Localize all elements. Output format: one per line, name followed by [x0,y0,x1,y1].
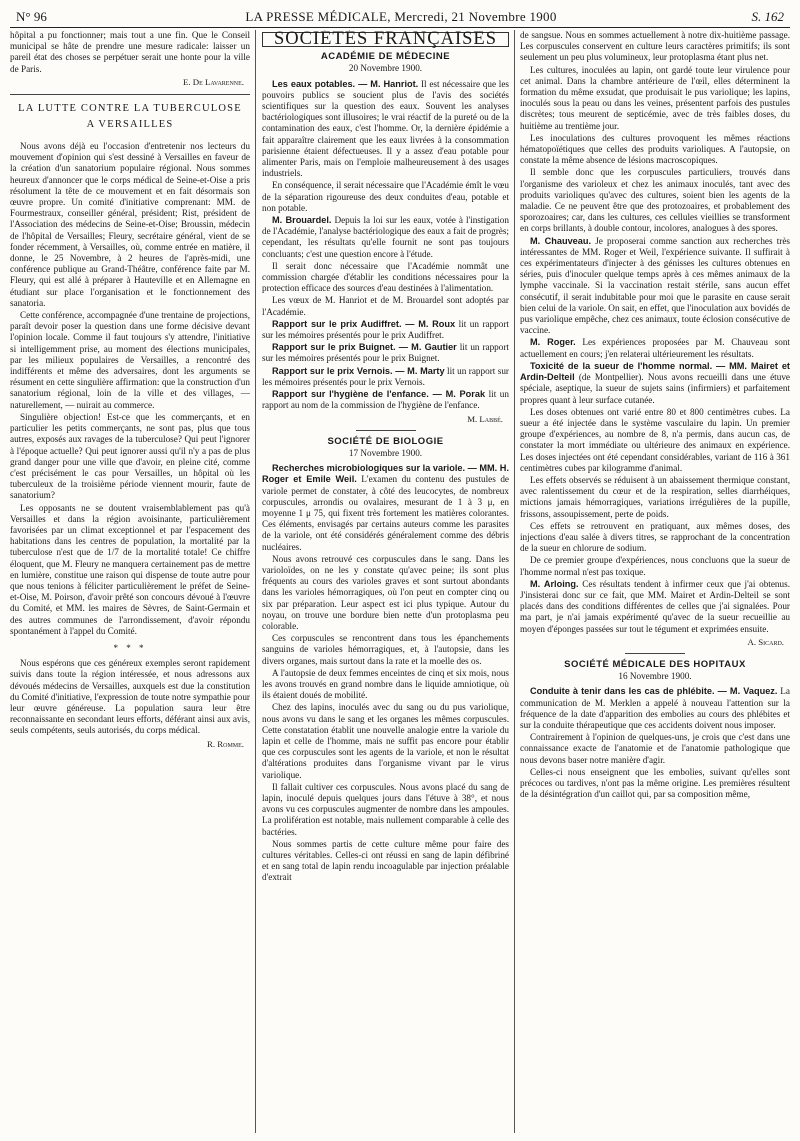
section-rule [356,430,416,431]
paragraph: Singulière objection! Est-ce que les commerçants, et en particulier les petits commerçants, ne sont pas, plus que tous autres, exposés aux ravages de la tuberculose? Qui peut l'ignorer à l'époque actuelle? Qui peut ignorer aussi qu'il n'y a pas de plus grand danger pour une ville que d'avoir, en pleine cité, comme c'est précisément le cas pour Versailles, un hôpital où les tuberculeux de la troisième période viennent mourir, faute de sanatorium? [10,411,250,501]
paragraph [262,79,509,180]
paragraph-text: Ces corpuscules se rencontrent dans tous les épanchements sanguins de varioles hémorragiques, et, à l'autopsie, dans les divers organes, mais surtout dans la rate et la moelle des os. [262,633,509,666]
page-number: S. 162 [751,9,784,24]
paragraph-lead: M. Chauveau. [530,235,592,246]
paragraph-text: Je proposerai comme sanction aux recherches très intéressantes de MM. Roger et Weil, l'expérience suivante. Il suffirait à ces expérimentateurs d'injecter à des génisses les cultures obtenues en séries, puis d'inoculer quelque temps après à ces mêmes animaux de la lymphe vaccinale. Si la vaccination restait stérile, sans aucun effet consécutif, il serait indubitable pour moi que le parasite en cause serait bien celui de la variole. On sait, en effet, que l'inoculation aux bovidés de pus variolique empêche, chez ces animaux, toute éclosion consécutive de vaccine. [520,235,790,336]
paragraph-lead: Les eaux potables. — M. Hanriot. [272,78,419,89]
paragraph [520,475,790,520]
column-middle [262,30,509,1135]
paragraph-lead: Recherches microbiologiques sur la variole. — MM. H. Roger et Emile Weil. [262,463,509,485]
paragraph-text: L'examen du contenu des pustules de variole permet de constater, à côté des leucocytes, de nombreux corpuscules, arrondis ou ovalaires, mesurant de 1 à 3 μ, en moyenne 1 μ 75, qui fixent très fortement les matières colorantes. Ces éléments, envisagés par certains auteurs comme les parasites de la variole, ont été considérés généralement comme des débris nucléaires. [262,474,509,552]
session-date: 20 Novembre 1900. [348,63,423,74]
paragraph [262,463,509,553]
paragraph-lead: M. Brouardel. [272,215,332,226]
paragraph-text: lit un rapport sur les mémoires présentés pour le prix Buignet. [262,342,509,364]
paragraph [262,261,509,295]
paragraph-text: lit un rapport sur les mémoires présentés pour le prix Vernois. [262,365,509,387]
column-right [520,30,790,1135]
paragraph-lead: Rapport sur le prix Audiffret. — M. Roux [272,318,456,329]
session-date: 17 Novembre 1900. [348,447,423,458]
paragraph [262,839,509,884]
paragraph-lead: Rapport sur le prix Vernois. — M. Marty [272,365,445,376]
paragraph [520,337,790,359]
paragraph [520,686,790,731]
paragraph [520,236,790,337]
paragraph [262,554,509,632]
paragraph-text: De ce premier groupe d'expériences, nous concluons que la sueur de l'homme normal n'est pas toxique. [520,555,790,577]
paragraph: Nous espérons que ces généreux exemples seront rapidement suivis dans toute la région intéressée, et nous adressons aux dévoués médecins de Versailles, auxquels est due la constitution du Comité d'initiative, l'expression de toute notre sympathie pour leur œuvre généreuse. La population saura leur être reconnaissante en secondant leurs efforts, déférant ainsi aux avis, seuls compétents, seuls autorisés, du corps médical. [10,658,250,736]
asterism: * * * [113,642,147,653]
paragraph [520,30,790,64]
signature: E. De Lavarenne. [182,76,244,87]
paragraph: Cette conférence, accompagnée d'une trentaine de projections, paraît devoir poser la question dans une forme décisive devant l'opinion locale. Comme il faut toujours s'y attendre, l'initiative si intelligemment prise, au moment des élections municipales, par les milieux populaires de Versailles, a rencontré des indifférents et même des adversaires, dont les arguments se résument en cette singulière affirmation: que la construction d'un sanatorium régional, loin de la ville et des villages, — naturellement, — nuirait au commerce. [10,310,250,410]
paragraph-lead: Conduite à tenir dans les cas de phlébite. — M. Vaquez. [530,686,778,697]
section-rule [625,653,685,654]
session-report [520,686,790,800]
article-title-line: A VERSAILLES [86,119,174,131]
paragraph [262,342,509,364]
paragraph-text: Il est nécessaire que les pouvoirs publics se soucient plus de l'avis des sociétés scientifiques sur la question des eaux. Souvent les analyses bactériologiques sont illusoires; le vrai réactif de la pureté ou de la contamination des eaux, c'est l'homme. Or, la dernière épidémie a fait apparaître clairement que les eaux livrées à la consommation parisienne étaient défectueuses. Il y a assez d'eau potable pour alimenter Paris, mais on l'emploie malheureusement à des usages industriels. [262,78,509,179]
paragraph [520,407,790,474]
paragraph-text: Il fallait cultiver ces corpuscules. Nous avons placé du sang de lapin, inoculé depuis quelques jours dans l'étuve à 38°, et nous avons vu ces corpuscules augmenter de nombre dans les ampoules. La prolifération est notable, mais nullement comparable à celle des bactéries. [262,781,509,837]
paragraph-text: Ces résultats tendent à infirmer ceux que j'ai obtenus. J'insisterai donc sur ce fait, que MM. Mairet et Ardin-Delteil se sont placés dans des conditions différentes de celles que j'ai signalées. Pour ma part, je n'ai jamais expérimenté qu'avec de la sueur recueillie au moyen d'éponges passées sur tout le tégument et exprimées ensuite. [520,578,790,634]
paragraph: Les opposants ne se doutent vraisemblablement pas qu'à Versailles et dans la région avoisinante, particulièrement favorisées par un climat exceptionnel et par l'espacement des habitations dans les centres de population, la mortalité par la tuberculose n'est que de 1/7 de la mortalité totale! Ce chiffre éloquent, que M. Fleury ne manquera certainement pas de mettre en lumière, constitue une raison qui dispense de toute autre pour que nous tenions à féliciter particulièrement le préfet de Seine-et-Oise, M. Poirson, d'avoir prêté son concours dévoué à l'œuvre du Comité, et MM. les maires de Sèvres, de Saint-Germain et des autres communes de l'arrondissement, d'avoir répondu spontanément à l'appel du Comité. [10,502,250,636]
column-left [10,30,250,1135]
paragraph [520,361,790,406]
article-body [10,141,250,737]
signature: A. Sicard. [747,636,784,647]
paragraph-text: Les cultures, inoculées au lapin, ont gardé toute leur virulence pour cet animal. Dans la chambre antérieure de l'œil, elles déterminent la formation du même exsudat, que produisait le pus variolique; les lapins, inoculés sous la peau ou dans les veines, présentent parfois des pustules discrètes; tous meurent de septicémie, avec de très faibles doses, du huitième au trentième jour. [520,64,790,131]
page-header [14,8,788,26]
paragraph [262,215,509,260]
paragraph [520,579,790,635]
session-date: 16 Novembre 1900. [618,671,692,682]
paragraph-text: de sangsue. Nous en sommes actuellement à notre dix-huitième passage. Les corpuscules conservent en culture leurs caractères primitifs; ils sont seulement un peu plus volumineux, leur protoplasma étant plus net. [520,30,790,63]
paragraph [520,65,790,132]
article-title-line: LA LUTTE CONTRE LA TUBERCULOSE [18,103,242,115]
paragraph [520,521,790,555]
article-title [10,101,250,133]
paragraph-text: Il semble donc que les corpuscules particuliers, trouvés dans l'organisme des varioleux et chez les animaux inoculés, tant avec des produits varioliques qu'avec des cultures, soient bien les agents de la maladie. Ce ne peuvent être que des protozoaires, et probablement des sporozoaires; car, dans les cultures, ces cellules vieillies se transforment en corps brillants, à double contour, incolores, analogues à des spores. [520,167,790,234]
paragraph [262,366,509,388]
paragraph-text: Nous avons retrouvé ces corpuscules dans le sang. Dans les varioloïdes, on ne les y constate qu'avec peine; ils sont plus fréquents au cours des varioles graves et sont surtout abondants dans les varioles hémorragiques, où l'on peut en compter cinq ou six par préparation. Leur aspect est ici plus typique. Autour du noyau, on trouve une bordure bien nette d'un protoplasma peu colorable. [262,553,509,631]
section-rule [10,94,250,95]
journal-title: LA PRESSE MÉDICALE, Mercredi, 21 Novembre 1900 [245,9,557,24]
society-title: SOCIÉTÉ DE BIOLOGIE [327,435,444,447]
paragraph: Nous avons déjà eu l'occasion d'entretenir nos lecteurs du mouvement d'opinion qui s'est dessiné à Versailles en faveur de la création d'un sanatorium populaire régional. Nous sommes heureux d'annoncer que le corps médical de Seine-et-Oise a pris résolument la tête de ce mouvement et en fait désormais son œuvre propre. Un comité d'initiative comprenant: MM. de Fourmestraux, conseiller général, président; Rist, président de l'Association des médecins de Seine-et-Oise; Broussin, médecin de l'hôpital de Versailles; Fleury, secrétaire général, vient de se fonder récemment, à Versailles, où, comme entrée en matière, il donne, le 25 Novembre, à 2 heures de l'après-midi, une conférence publique au Grand-Théâtre, conférence faite par M. Fleury, qui est allé à préparer à Hauteville et en Allemagne en étudiant sur place l'organisation et le fonctionnement des sanatoria. [10,141,250,308]
issue-number: N° 96 [16,9,47,24]
paragraph-lead: Rapport sur le prix Buignet. — M. Gautier [272,342,457,353]
paragraph-lead: Rapport sur l'hygiène de l'enfance. — M. Porak [272,389,486,400]
signature: M. Labbé. [467,413,503,424]
paragraph [262,702,509,780]
paragraph-text: Les effets observés se réduisent à un abaissement thermique constant, avec ralentissement du cœur et de la respiration, selles diarrhéiques, mictions jamais hémorragiques, variations irrégulières de la pupille, frissons, assoupissement, perte de poids. [520,474,790,519]
paragraph [520,767,790,801]
paragraph-text: En conséquence, il serait nécessaire que l'Académie émît le vœu de la séparation rigoureuse des deux conduites d'eau, potable et non potable. [262,180,509,213]
signature: R. Romme. [206,738,244,749]
society-title: ACADÉMIE DE MÉDECINE [320,51,451,63]
paragraph-lead: M. Roger. [530,337,576,348]
paragraph-text: (de Montpellier). Nous avons recueilli dans une étuve spéciale, aseptique, la sueur de sujets sains (infirmiers) et parfaitement propres quant à leur surface cutanée. [520,372,790,405]
section-heading: SOCIÉTÉS FRANÇAISES [262,32,509,47]
column-divider [255,30,256,1133]
paragraph [520,732,790,766]
paragraph-text: La communication de M. Merklen a appelé à nouveau l'attention sur la fréquence de la date d'apparition des embolies au cours des phlébites et sur la conduite thérapeutique que ces accidents doivent nous imposer. [520,686,790,730]
paragraph-lead: M. Arloing. [530,578,579,589]
paragraph [520,555,790,577]
paragraph [520,167,790,234]
paragraph-text: Celles-ci nous enseignent que les embolies, suivant qu'elles sont précoces ou tardives, n'ont pas la même origine. Les premières résultent de la désintégration d'un caillot qui, par sa composition même, [520,766,790,800]
paragraph-text: Les inoculations des cultures provoquent les mêmes réactions hématopoïétiques que celles des produits varioliques. A l'autopsie, on constate la même absence de lésions macroscopiques. [520,132,790,166]
paragraph [262,319,509,341]
paragraph-text: Nous sommes partis de cette culture même pour faire des cultures véritables. Celles-ci ont réussi en sang de lapin défibriné et en sang total de lapin rendu incoagulable par injection préalable d'extrait [262,838,509,883]
paragraph-text: Ces effets se retrouvent en pratiquant, aux mêmes doses, des injections d'eau salée à divers titres, se rapprochant de la concentration de la sueur en chlorure de sodium. [520,520,790,554]
paragraph-text: Depuis la loi sur les eaux, votée à l'instigation de l'Académie, l'analyse bactériologique des eaux a fait de progrès; cependant, les résultats qu'elle fournit ne sont pas toujours concluants; c'est une question encore à l'étude. [262,215,509,259]
paragraph [262,782,509,838]
paragraph-text: lit un rapport sur les mémoires présentés pour le prix Audiffret. [262,318,509,341]
paragraph [262,668,509,702]
paragraph-text: A l'autopsie de deux femmes enceintes de cinq et six mois, nous les avons trouvés en grand nombre dans le liquide amniotique, où ils étaient doués de mobilité. [262,667,509,701]
paragraph-text: Les expériences proposées par M. Chauveau sont actuellement en cours; j'en relaterai ultérieurement les résultats. [520,337,790,359]
paragraph [520,133,790,167]
paragraph [262,633,509,667]
paragraph-text: lit un rapport au nom de la commission de l'hygiène de l'enfance. [262,389,509,411]
paragraph-text: Les vœux de M. Hanriot et de M. Brouardel sont adoptés par l'Académie. [262,295,509,317]
intro-paragraph: hôpital a pu fonctionner; mais tout a une fin. Que le Conseil municipal se hâte de prendre une mesure radicale: laisser un pareil état des choses se perpétuer serait une honte pour la ville de Paris. [10,30,250,74]
session-report [262,463,509,884]
paragraph [262,295,509,317]
paragraph-text: Chez des lapins, inoculés avec du sang ou du pus variolique, nous avons vu dans le sang et les organes les mêmes corpuscules. Cette constatation établit une nouvelle analogie entre la variole du lapin et celle de l'homme, mais ne suffit pas encore pour établir que ces corpuscules sont les agents de la variole, et non le résultat d'altérations produites dans l'organisme vivant par le virus variolique. [262,702,509,780]
session-report [520,30,790,635]
session-report [262,79,509,412]
header-rule [10,27,790,28]
paragraph [262,180,509,214]
paragraph [262,389,509,411]
column-divider [514,30,515,1133]
paragraph-lead: Toxicité de la sueur de l'homme normal. — MM. Mairet et Ardin-Delteil [520,360,790,383]
paragraph-text: Les doses obtenues ont varié entre 80 et 800 centimètres cubes. La sueur a été injectée dans le système vasculaire du lapin. Un premier groupe d'expériences, au nombre de 8, n'a permis, dans aucun cas, de constater la mort immédiate ou ultérieure des animaux en expérience. Les doses injectées ont été cependant considérables, variant de 116 à 361 centimètres cubes par kilogramme d'animal. [520,406,790,473]
society-title: SOCIÉTÉ MÉDICALE DES HOPITAUX [564,658,746,670]
paragraph-text: Contrairement à l'opinion de quelques-uns, je crois que c'est dans une connaissance exacte de l'anatomie et de l'anatomie pathologique que nous devons baser notre manière d'agir. [520,732,790,765]
paragraph-text: Il serait donc nécessaire que l'Académie nommât une commission chargée d'établir les conditions nécessaires pour la protection efficace des sources d'eau destinées à l'alimentation. [262,260,509,294]
